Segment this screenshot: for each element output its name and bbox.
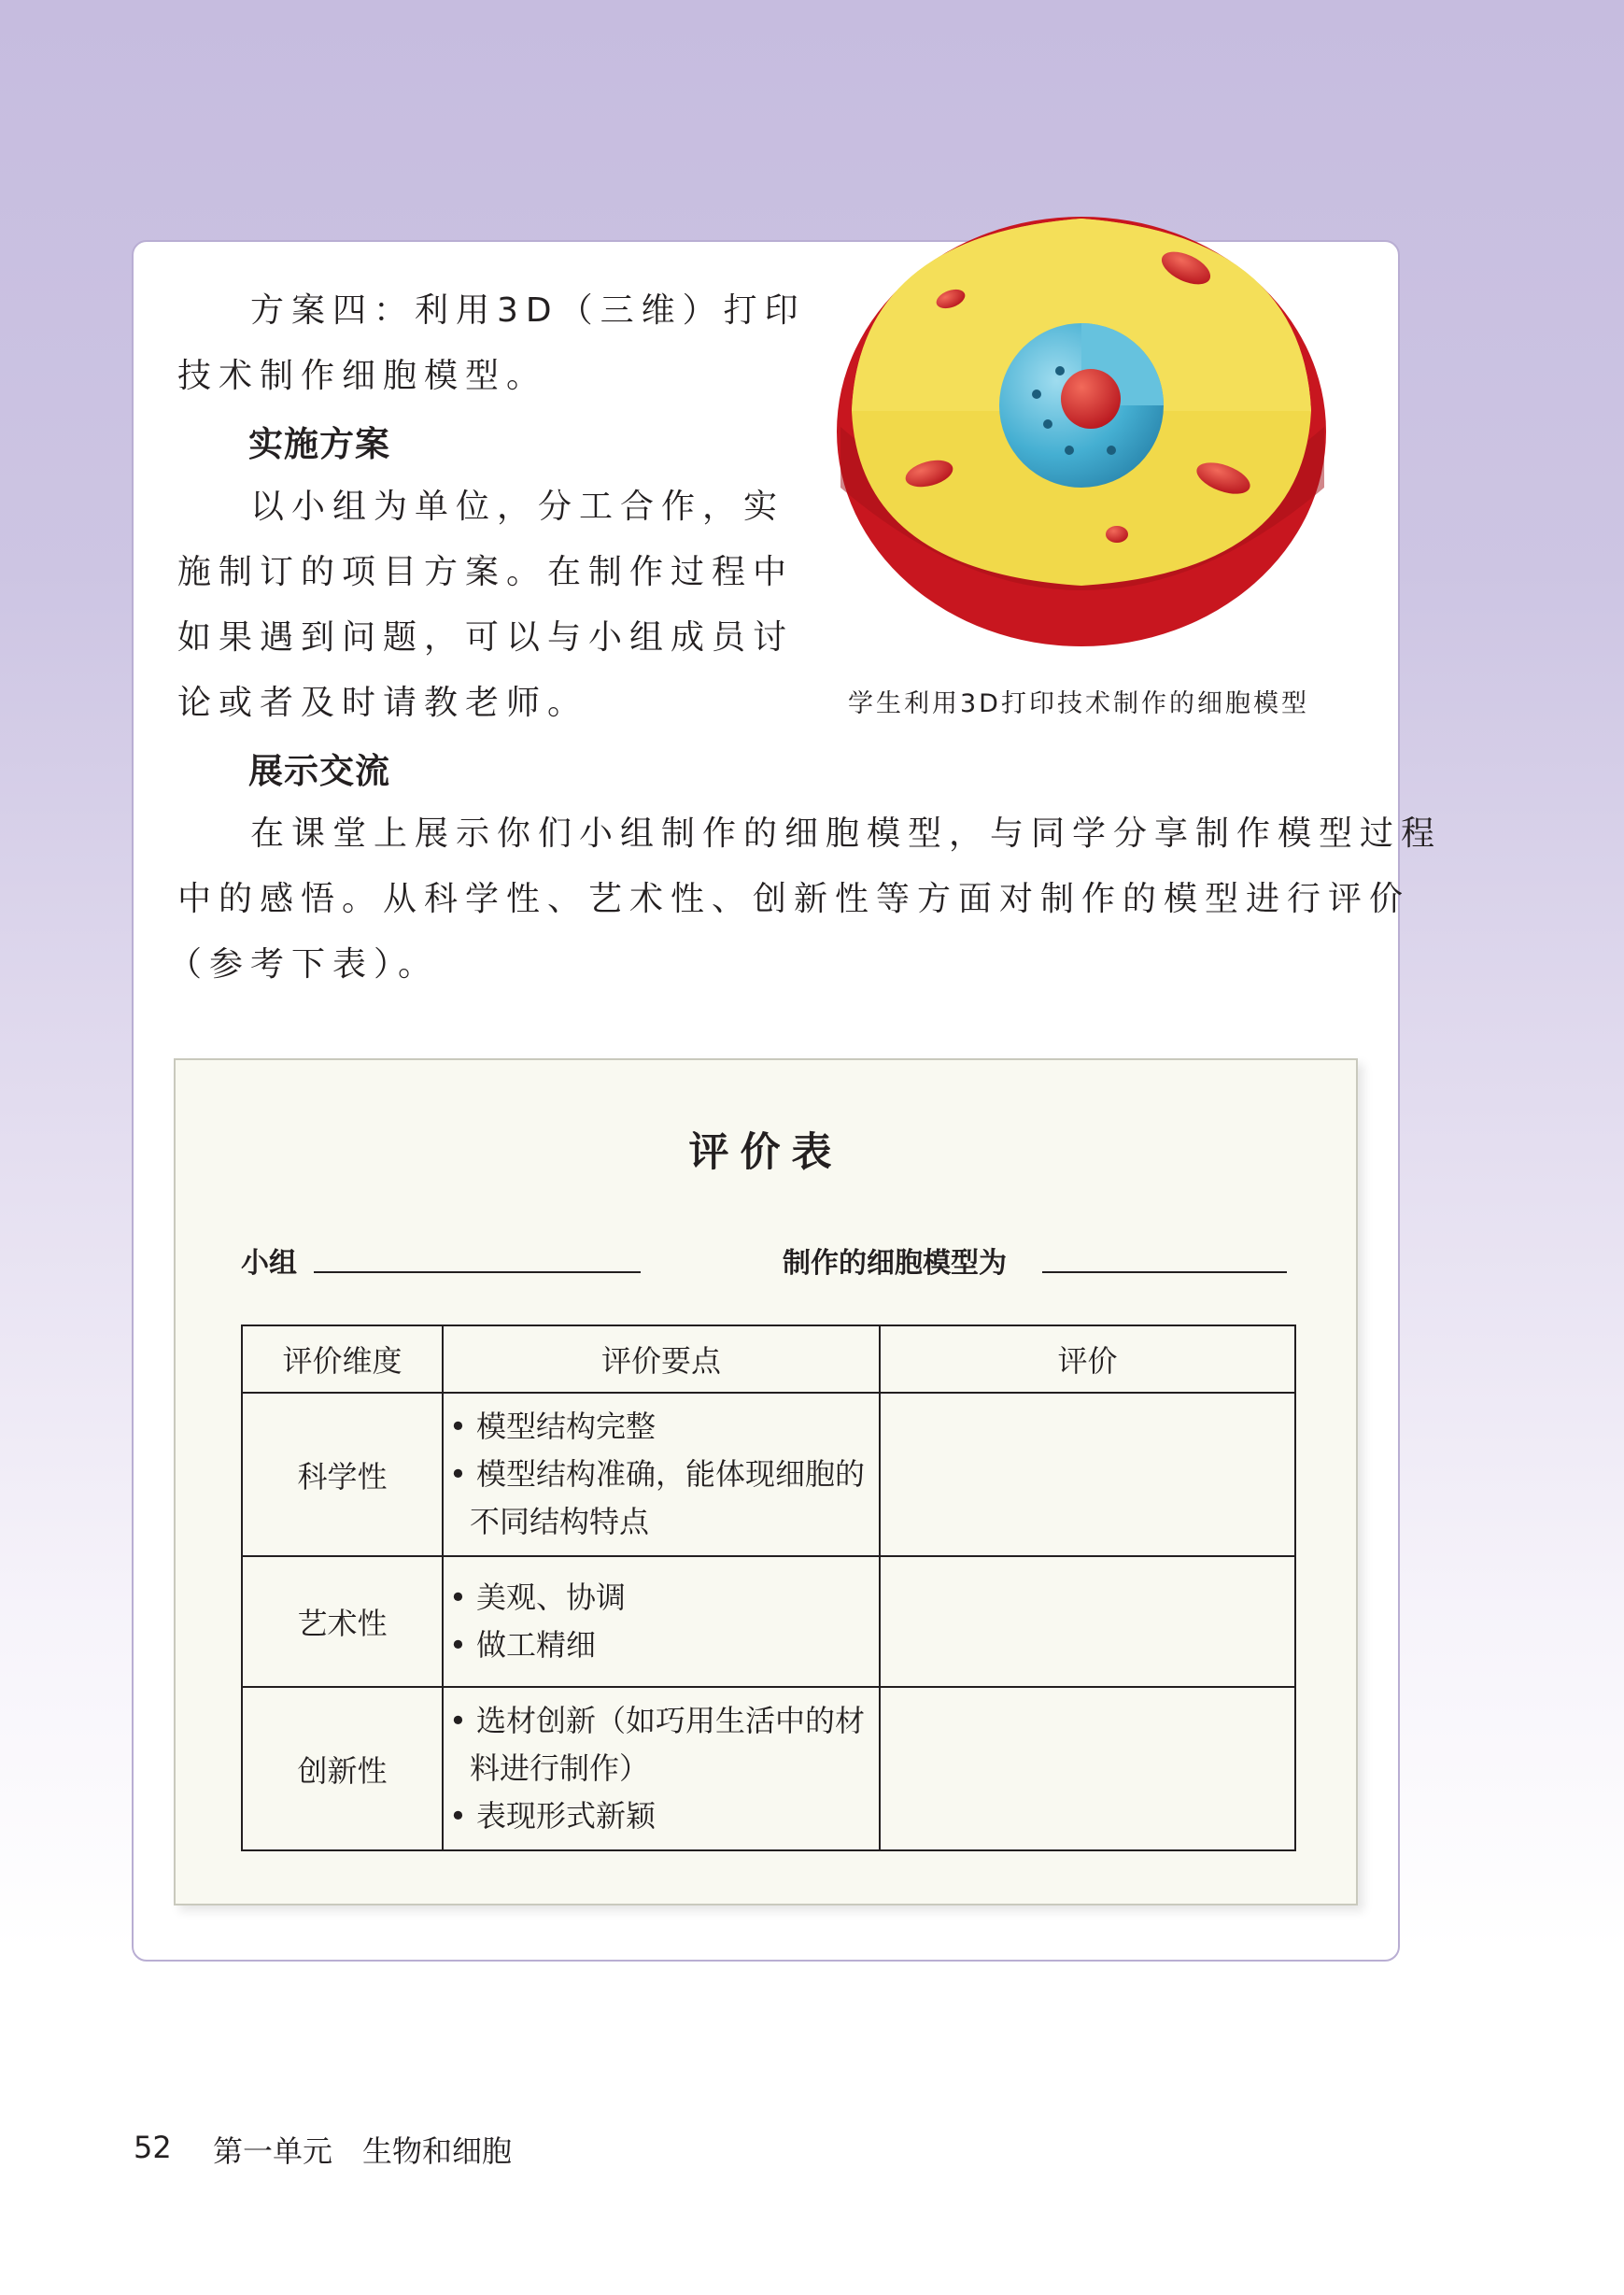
evaluation-cell[interactable] xyxy=(880,1687,1295,1850)
image-caption: 学生利用3D打印技术制作的细胞模型 xyxy=(848,689,1309,718)
evaluation-table xyxy=(241,1325,1296,1851)
point-item: • 表现形式新颖 xyxy=(449,1792,873,1840)
implementation-line-3: 如果遇到问题，可以与小组成员讨 xyxy=(177,618,795,657)
group-input-line[interactable] xyxy=(314,1271,641,1273)
display-line-3: （参考下表）。 xyxy=(168,945,440,984)
evaluation-form xyxy=(174,1058,1358,1905)
point-item: • 模型结构完整 xyxy=(449,1403,873,1451)
table-row xyxy=(242,1687,1295,1850)
display-line-2: 中的感悟。从科学性、艺术性、创新性等方面对制作的模型进行评价 xyxy=(177,880,1411,918)
evaluation-cell[interactable] xyxy=(880,1393,1295,1556)
evaluation-title: 评价表 xyxy=(688,1129,843,1176)
display-line-1: 在课堂上展示你们小组制作的细胞模型，与同学分享制作模型过程 xyxy=(250,815,1443,853)
model-input-line[interactable] xyxy=(1042,1271,1287,1273)
header-dimension: 评价维度 xyxy=(242,1325,443,1393)
points-cell xyxy=(443,1556,880,1687)
dimension-cell: 艺术性 xyxy=(242,1556,443,1687)
implementation-heading: 实施方案 xyxy=(248,424,390,464)
point-item: • 模型结构准确，能体现细胞的不同结构特点 xyxy=(449,1451,873,1546)
dimension-cell: 科学性 xyxy=(242,1393,443,1556)
dimension-cell: 创新性 xyxy=(242,1687,443,1850)
intro-line-1: 方案四：利用3D（三维）打印 xyxy=(250,291,806,330)
header-evaluation: 评价 xyxy=(880,1325,1295,1393)
point-item: • 选材创新（如巧用生活中的材料进行制作） xyxy=(449,1697,873,1792)
points-cell xyxy=(443,1687,880,1850)
group-label: 小组 xyxy=(241,1247,297,1280)
intro-line-2: 技术制作细胞模型。 xyxy=(177,357,548,395)
points-cell xyxy=(443,1393,880,1556)
page-number: 52 xyxy=(134,2130,172,2165)
point-item: • 美观、协调 xyxy=(449,1574,873,1622)
unit-title: 第一单元 生物和细胞 xyxy=(213,2133,513,2169)
table-row xyxy=(242,1556,1295,1687)
evaluation-cell[interactable] xyxy=(880,1556,1295,1687)
implementation-line-1: 以小组为单位，分工合作，实 xyxy=(250,488,785,526)
model-label: 制作的细胞模型为 xyxy=(783,1247,1007,1280)
table-row xyxy=(242,1393,1295,1556)
implementation-line-4: 论或者及时请教老师。 xyxy=(177,684,589,722)
point-item: • 做工精细 xyxy=(449,1622,873,1669)
table-header-row xyxy=(242,1325,1295,1393)
header-points: 评价要点 xyxy=(443,1325,880,1393)
cell-model-image xyxy=(831,207,1335,651)
implementation-line-2: 施制订的项目方案。在制作过程中 xyxy=(177,553,795,591)
display-heading: 展示交流 xyxy=(248,751,390,791)
